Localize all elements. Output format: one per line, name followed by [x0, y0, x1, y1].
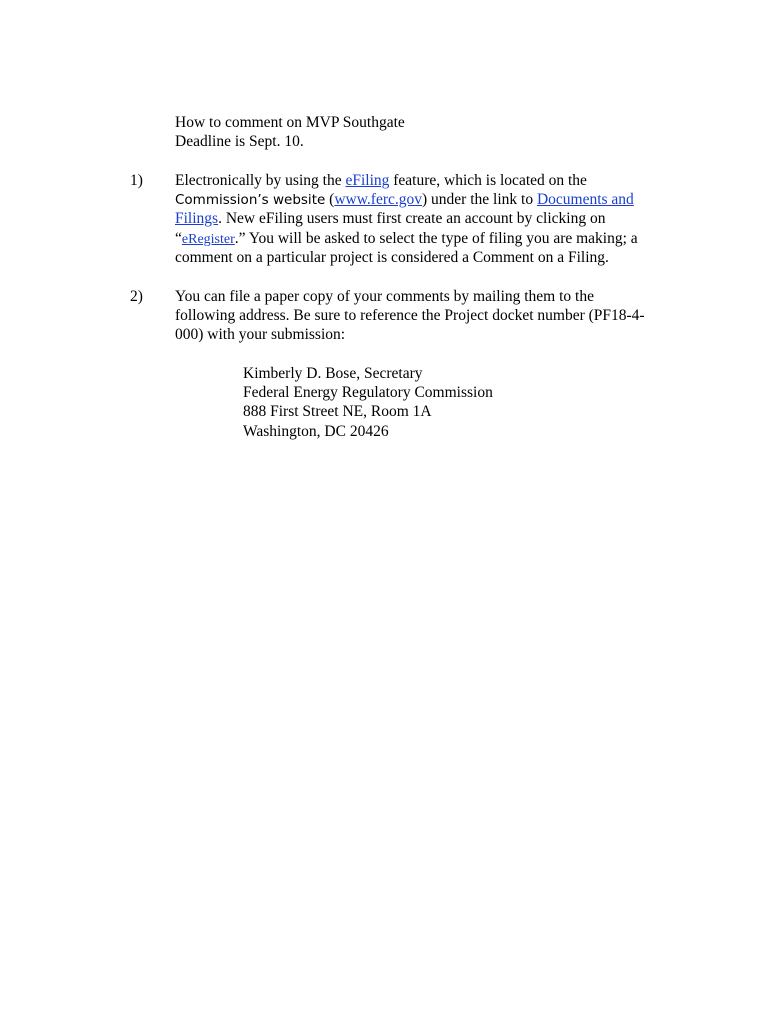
item-1-line-4-pre: “ [175, 230, 182, 247]
item-1-line-5: comment on a particular project is considered a Comment on a Filing. [175, 249, 609, 266]
item-1-line-1 [175, 171, 587, 190]
item-1-number: 1) [130, 172, 143, 189]
item-1-line-4-post: .” You will be asked to select the type of filing you are making; a [234, 230, 638, 247]
item-1-line-2-mid: ) under the link to [422, 191, 537, 208]
eregister-link[interactable]: eRegister [181, 232, 235, 247]
heading-title: How to comment on MVP Southgate [175, 114, 405, 131]
documents-and-filings-link-cont[interactable]: Filings [175, 210, 219, 227]
documents-and-filings-link[interactable]: Documents and [536, 191, 634, 208]
ferc-website-link[interactable]: www.ferc.gov [334, 191, 423, 208]
address-city: Washington, DC 20426 [243, 423, 389, 440]
item-2-line-3: 000) with your submission: [175, 326, 346, 343]
address-street: 888 First Street NE, Room 1A [243, 403, 432, 420]
address-name: Kimberly D. Bose, Secretary [243, 365, 423, 382]
item-2-line-2: following address. Be sure to reference the Project docket number (PF18-4- [175, 307, 645, 324]
item-1-line-2-pre: ( [325, 191, 335, 208]
item-1-line-1-post: feature, which is located on the [389, 172, 587, 189]
item-2-number: 2) [130, 288, 143, 305]
item-1-line-3 [175, 209, 605, 228]
item-1-line-4 [175, 229, 638, 249]
item-1-line-2 [175, 190, 634, 210]
item-1-line-3-post: . New eFiling users must first create an account by clicking on [218, 210, 606, 227]
item-2-line-1: You can file a paper copy of your comments by mailing them to the [175, 288, 594, 305]
efiling-link[interactable]: eFiling [345, 172, 390, 189]
commission-website-text: Commission’s website [175, 192, 326, 208]
address-organization: Federal Energy Regulatory Commission [243, 384, 493, 401]
heading-deadline: Deadline is Sept. 10. [175, 133, 304, 150]
item-1-line-1-pre: Electronically by using the [175, 172, 346, 189]
